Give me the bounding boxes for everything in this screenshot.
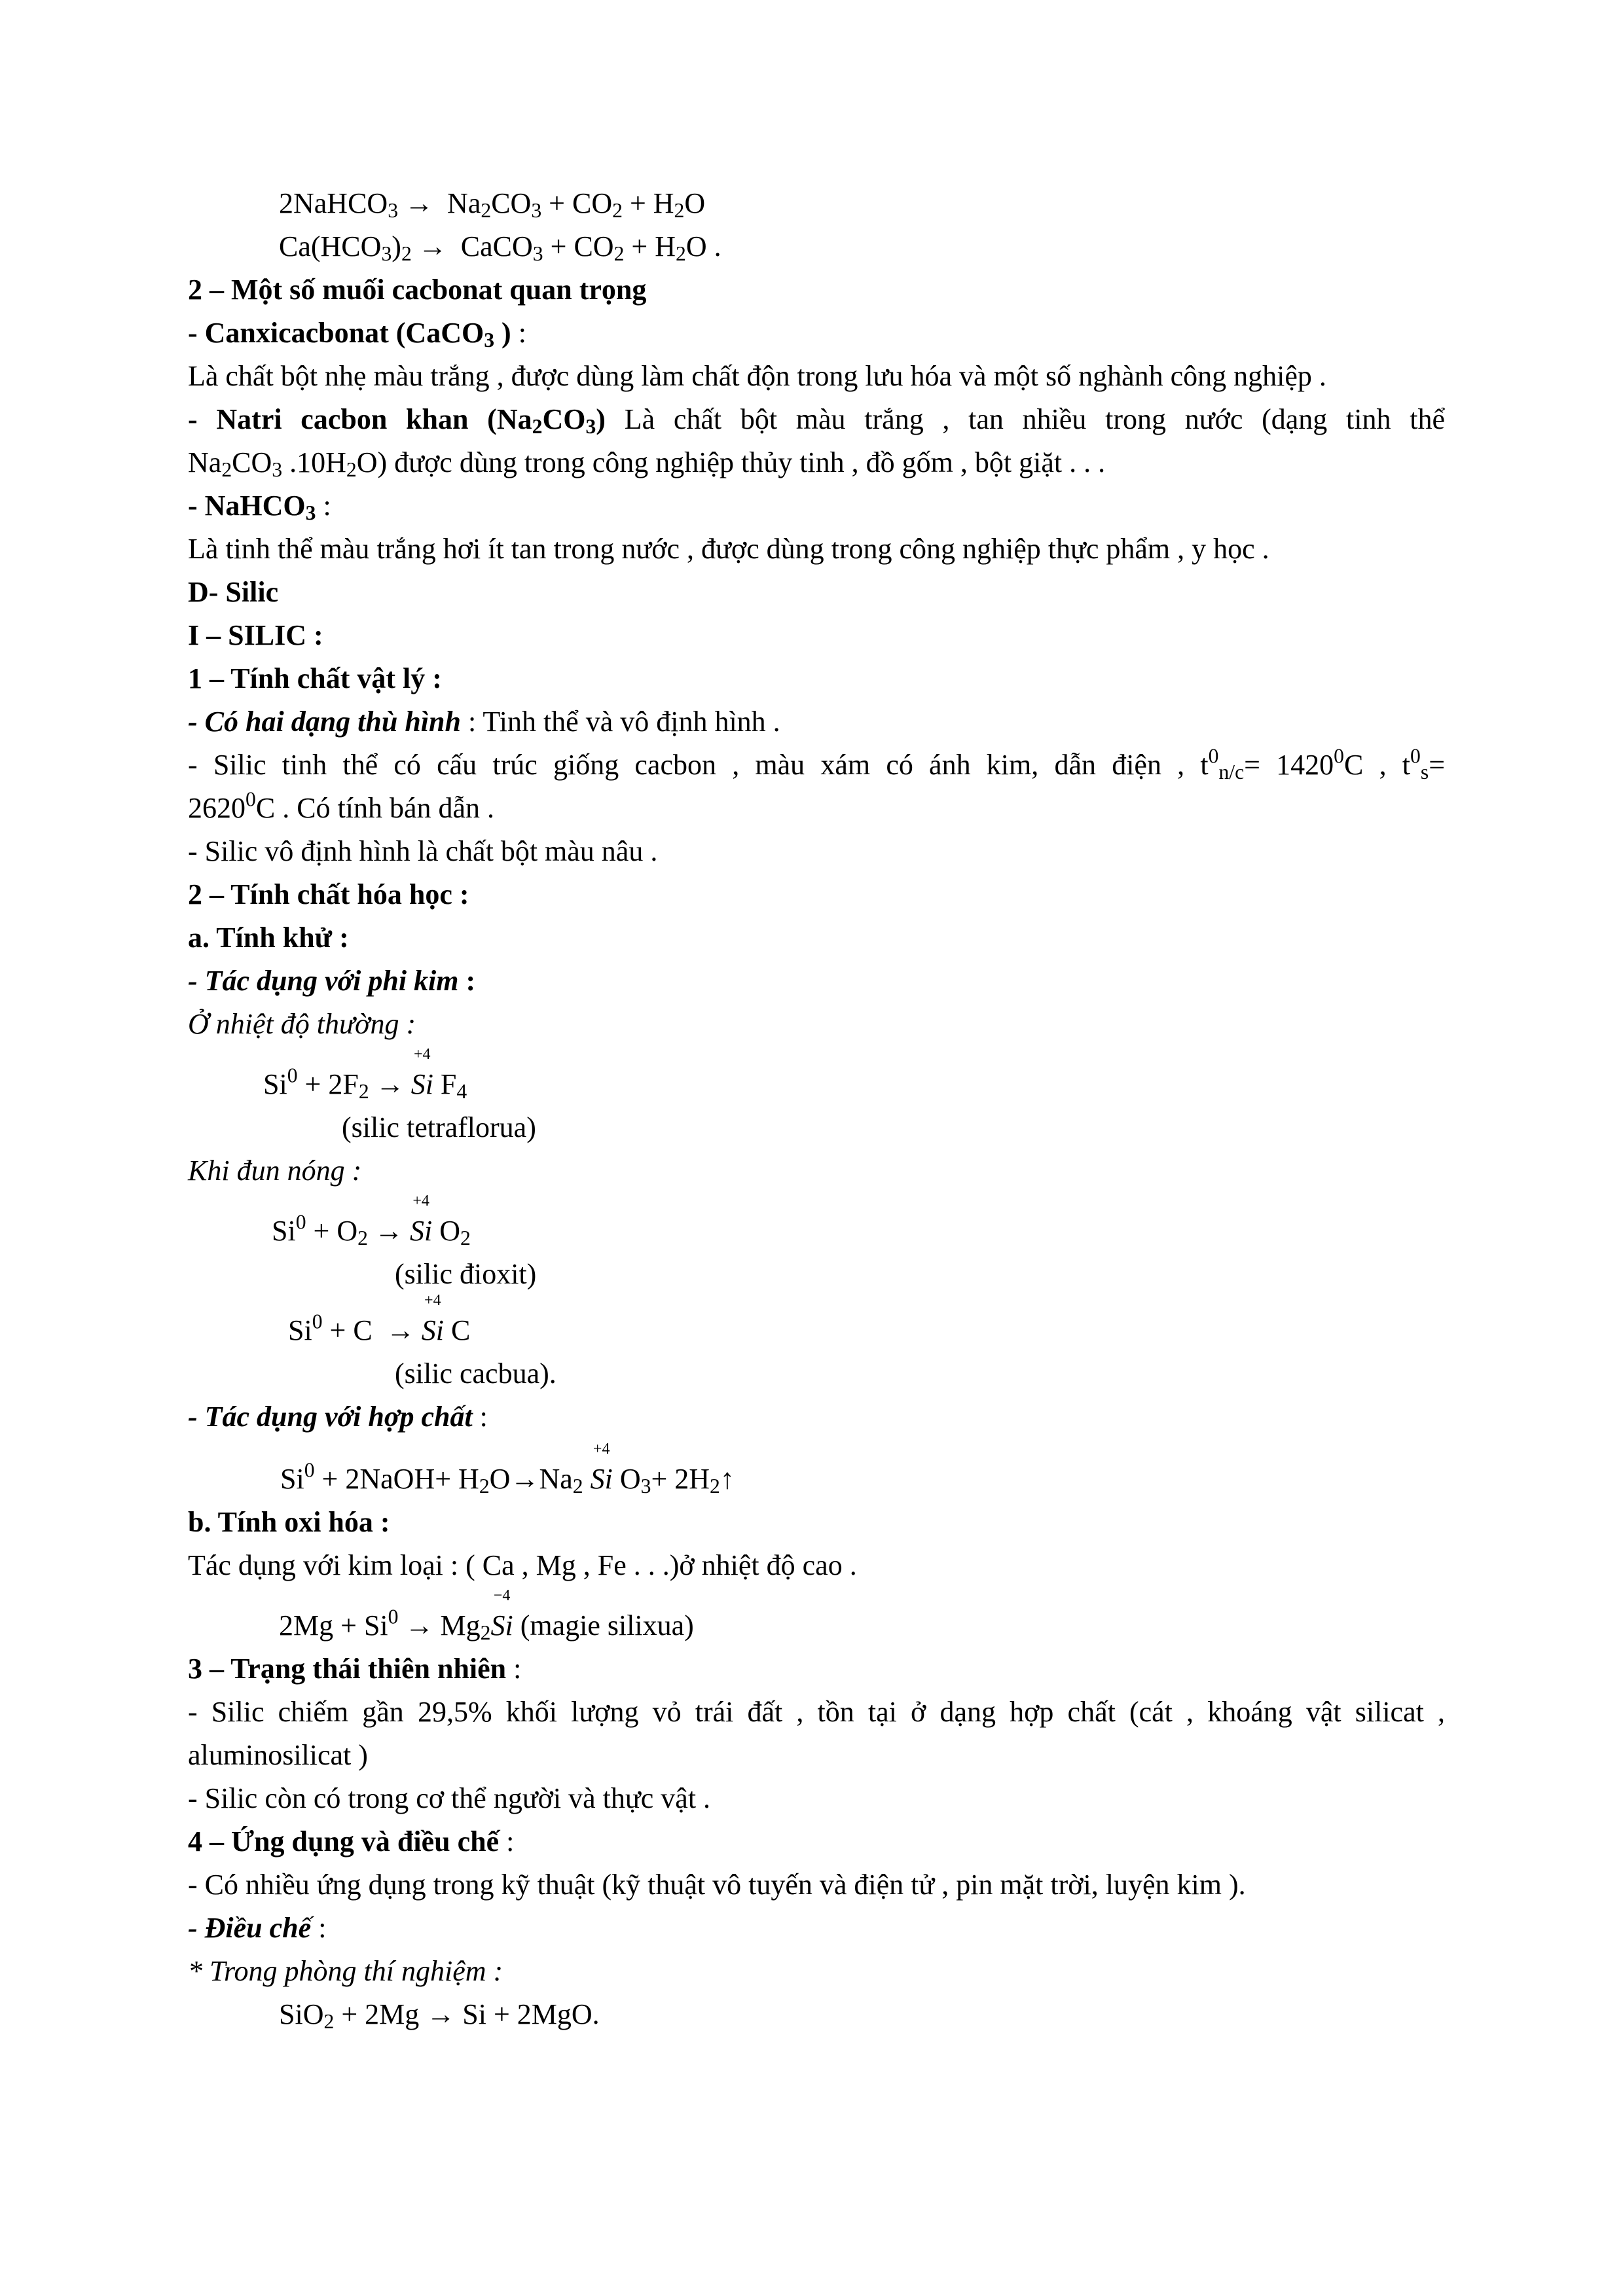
metal-reaction-line: Tác dụng với kim loại : ( Ca , Mg , Fe . . .)ở nhiệt độ cao . <box>188 1549 857 1581</box>
caco3-label: - Canxicacbonat (CaCO$_3$ ) : <box>188 317 526 351</box>
equation-si-o2: $Si^0 + O_2$ → +4 Si $O_2$ <box>272 1193 471 1249</box>
heating-label: Khi đun nóng : <box>188 1155 362 1187</box>
heading-physical-properties: 1 – Tính chất vật lý : <box>188 662 442 694</box>
name-silic-dioxit: (silic đioxit) <box>395 1258 537 1290</box>
equation-mg-si: $2Mg + Si^0 \to Mg_2$ −4 Si (magie silixua) <box>279 1587 694 1644</box>
oxidation-number: +4 <box>424 1292 441 1309</box>
amorphous-silicon-line: - Silic vô định hình là chất bột màu nâu . <box>188 835 658 867</box>
section-heading-carbonate-salts: 2 – Một số muối cacbonat quan trọng <box>188 274 647 306</box>
reaction-arrow: → <box>510 1463 539 1495</box>
preparation-label: - Điều chế : <box>188 1912 327 1944</box>
name-silic-tetraflorua: (silic tetraflorua) <box>342 1111 536 1143</box>
gas-arrow-icon: ↑ <box>720 1463 735 1495</box>
equation-si-naoh: $Si^0$ + 2NaOH+ $H_2O\to Na_2$ +4 Si $O_3+$ $2H_2↑$ <box>280 1441 735 1498</box>
nonmetal-reaction-label: - Tác dụng với phi kim : <box>188 965 476 997</box>
allotropes-line: - Có hai dạng thù hình : Tinh thể và vô định hình . <box>188 706 780 738</box>
na2co3-paragraph-line1: - Natri cacbon khan $(Na_2CO_3)$ Là chất bột màu trắng , tan nhiều trong nước (dạng tinh thể <box>188 403 1445 438</box>
heading-natural-state: 3 – Trạng thái thiên nhiên : <box>188 1653 522 1685</box>
reaction-arrow: → <box>374 1215 403 1247</box>
natural-state-line1: - Silic chiếm gần 29,5% khối lượng vỏ trái đất , tồn tại ở dạng hợp chất (cát , khoáng vật silicat , <box>188 1696 1445 1728</box>
equation-nahco3-decomposition: 2NaHCO$_3$ → $Na_2CO_3 + CO_2 + H_2O$ <box>279 187 706 222</box>
heading-chemical-properties: 2 – Tính chất hóa học : <box>188 878 469 910</box>
compound-reaction-label: - Tác dụng với hợp chất : <box>188 1401 488 1433</box>
equation-si-f2: $Si^0 + 2F_2$ → +4 Si $F_4$ <box>263 1046 467 1103</box>
reaction-arrow: → <box>386 1314 415 1346</box>
equation-sio2-mg: SiO$_2$ + 2Mg → Si + 2MgO. <box>279 1998 600 2033</box>
name-silic-cacbua: (silic cacbua). <box>395 1357 556 1390</box>
nahco3-label: - NaHCO$_3$ : <box>188 490 331 524</box>
natural-state-line2: aluminosilicat ) <box>188 1739 368 1771</box>
reaction-arrow: → <box>426 1998 456 2030</box>
oxidation-number: +4 <box>593 1441 610 1458</box>
heading-oxidizing: b. Tính oxi hóa : <box>188 1506 390 1538</box>
laboratory-label: * Trong phòng thí nghiệm : <box>188 1955 503 1987</box>
natural-state-line3: - Silic còn có trong cơ thể người và thực vật . <box>188 1782 711 1814</box>
heading-reducing: a. Tính khử : <box>188 922 349 954</box>
normal-temperature-label: Ở nhiệt độ thường : <box>188 1008 416 1040</box>
reaction-arrow: → <box>405 1609 434 1641</box>
oxidation-number: +4 <box>414 1046 431 1063</box>
crystalline-silicon-line1: - Silic tinh thể có cấu trúc giống cacbon , màu xám có ánh kim, dẫn điện , $t^0_{n/c}= 1420^0C$ , $t^0_s=$ <box>188 744 1446 783</box>
oxidation-number: −4 <box>493 1587 511 1604</box>
reaction-arrow: → <box>405 187 434 219</box>
na2co3-paragraph-line2: $Na_2CO_3$ $.10H_2O$) được dùng trong công nghiệp thủy tinh , đồ gốm , bột giặt . . . <box>188 446 1106 481</box>
crystalline-silicon-line2: 2620$^0$C . Có tính bán dẫn . <box>188 787 495 824</box>
equation-cahco3-decomposition: $Ca(HCO_3)_2$ → CaCO$_3$ + $CO_2 + H_2O$ . <box>279 230 721 265</box>
equation-si-c: $Si^0 + C$ → +4 Si C <box>288 1292 471 1346</box>
caco3-description: Là chất bột nhẹ màu trắng , được dùng làm chất độn trong lưu hóa và một số nghành công nghiệp . <box>188 360 1326 392</box>
section-heading-silic: D- Silic <box>188 576 279 608</box>
reaction-arrow: → <box>375 1068 405 1100</box>
applications-line: - Có nhiều ứng dụng trong kỹ thuật (kỹ thuật vô tuyến và điện tử , pin mặt trời, luyện kim ). <box>188 1869 1246 1901</box>
oxidation-number: +4 <box>412 1193 429 1210</box>
reaction-arrow: → <box>418 230 447 262</box>
subsection-heading-silic: I – SILIC : <box>188 619 323 651</box>
heading-applications: 4 – Ứng dụng và điều chế : <box>188 1825 515 1857</box>
nahco3-description: Là tinh thể màu trắng hơi ít tan trong nước , được dùng trong công nghiệp thực phẩm , y học . <box>188 533 1269 565</box>
